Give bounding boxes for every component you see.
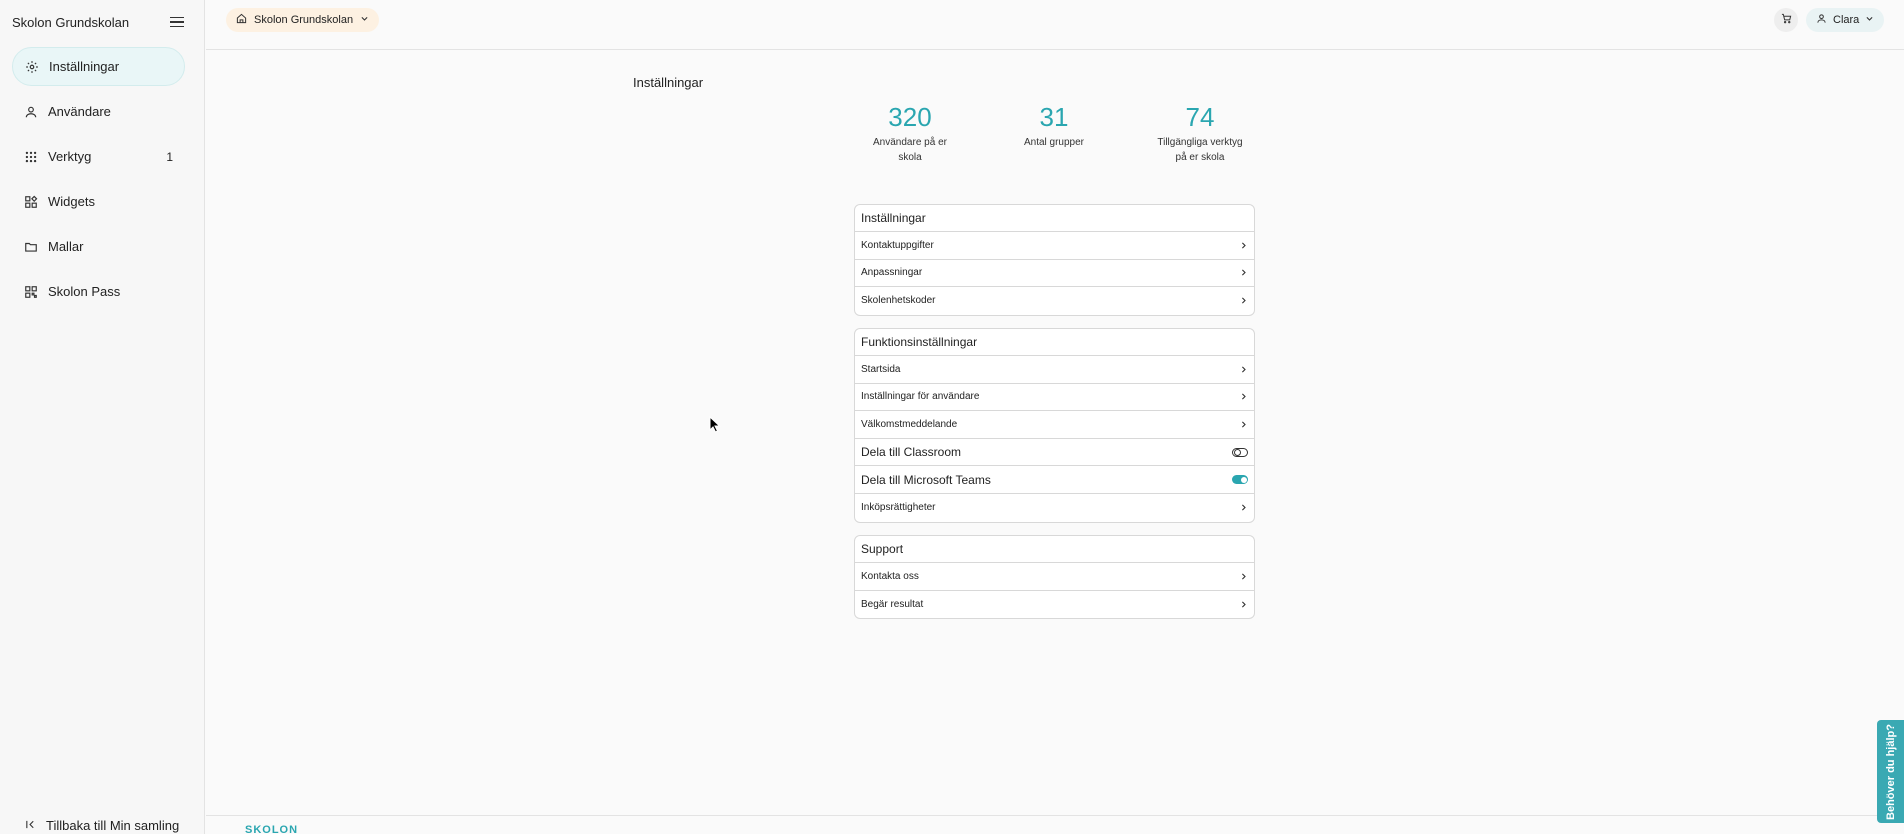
chevron-right-icon <box>1238 599 1248 609</box>
settings-row-share-teams <box>855 466 1254 494</box>
panel-title: Funktionsinställningar <box>855 329 1254 356</box>
skolon-logo: SKOLON <box>245 824 299 834</box>
person-icon <box>1816 13 1827 27</box>
stat-label: på er skola <box>1175 152 1225 163</box>
help-tab-label: Behöver du hjälp? <box>1884 723 1897 820</box>
sidebar-item-label: Inställningar <box>49 59 120 74</box>
row-label: Dela till Microsoft Teams <box>861 472 991 487</box>
sidebar-item-label: Widgets <box>48 194 95 209</box>
home-icon <box>236 13 247 27</box>
sidebar-item-widgets[interactable] <box>12 182 185 221</box>
sidebar-item-label: Skolon Pass <box>48 284 121 299</box>
row-label: Begär resultat <box>861 598 924 610</box>
row-label: Inköpsrättigheter <box>861 502 936 514</box>
chevron-right-icon <box>1238 364 1248 374</box>
sidebar-item-installningar[interactable] <box>12 47 185 86</box>
stat-value: 31 <box>1039 102 1069 132</box>
panel-title: Support <box>855 536 1254 563</box>
widgets-icon <box>24 195 38 209</box>
page-title: Inställningar <box>633 75 704 90</box>
row-label: Skolenhetskoder <box>861 295 936 307</box>
sidebar-item-skolon-pass[interactable] <box>12 272 185 311</box>
sidebar-item-verktyg[interactable] <box>12 137 185 176</box>
function-settings-panel <box>854 328 1255 523</box>
stat-label: Användare på er <box>873 137 947 148</box>
folder-icon <box>24 240 38 254</box>
top-bar <box>206 0 1904 50</box>
sidebar-item-mallar[interactable] <box>12 227 185 266</box>
chevron-right-icon <box>1238 571 1248 581</box>
row-label: Startsida <box>861 363 901 375</box>
share-classroom-toggle[interactable] <box>1232 448 1248 457</box>
chevron-right-icon <box>1238 392 1248 402</box>
menu-toggle-icon[interactable] <box>170 17 184 28</box>
qr-icon <box>24 285 38 299</box>
row-label: Anpassningar <box>861 267 923 279</box>
sidebar-title: Skolon Grundskolan <box>12 14 130 30</box>
settings-row-start-page[interactable] <box>855 356 1254 384</box>
sidebar-item-count: 1 <box>166 149 173 164</box>
settings-panel <box>854 204 1255 316</box>
stats-row <box>855 100 1295 170</box>
stat-label: Antal grupper <box>1023 137 1085 148</box>
cart-button[interactable] <box>1774 8 1798 32</box>
person-icon <box>24 105 38 119</box>
panel-title: Inställningar <box>855 205 1254 232</box>
row-label: Inställningar för användare <box>861 391 980 403</box>
chevron-right-icon <box>1238 268 1248 278</box>
stat-value: 320 <box>888 102 932 132</box>
settings-row-school-unit-codes[interactable] <box>855 287 1254 315</box>
settings-row-purchase-rights[interactable] <box>855 494 1254 522</box>
row-label: Välkomstmeddelande <box>861 418 958 430</box>
chevron-right-icon <box>1238 296 1248 306</box>
chevron-right-icon <box>1238 240 1248 250</box>
sidebar-nav <box>12 47 185 317</box>
stat-users <box>855 100 965 164</box>
settings-row-user-settings[interactable] <box>855 384 1254 412</box>
footer-divider <box>206 815 1904 816</box>
row-label: Dela till Classroom <box>861 445 962 460</box>
back-to-collection-link[interactable] <box>25 818 179 833</box>
support-panel <box>854 535 1255 619</box>
settings-row-request-results[interactable] <box>855 591 1254 619</box>
gear-icon <box>25 60 39 74</box>
settings-row-welcome-message[interactable] <box>855 411 1254 439</box>
chevron-down-icon <box>1865 14 1874 26</box>
school-selector-label: Skolon Grundskolan <box>254 14 354 26</box>
row-label: Kontaktuppgifter <box>861 239 934 251</box>
settings-row-contact-us[interactable] <box>855 563 1254 591</box>
help-tab-button[interactable] <box>1877 720 1904 823</box>
stat-groups <box>999 100 1109 149</box>
stat-value: 74 <box>1185 102 1215 132</box>
sidebar-header <box>12 11 184 33</box>
settings-row-customizations[interactable] <box>855 260 1254 288</box>
sidebar-item-label: Användare <box>48 104 111 119</box>
stat-label: skola <box>898 152 922 163</box>
back-link-label: Tillbaka till Min samling <box>46 818 180 833</box>
school-selector[interactable] <box>226 8 379 32</box>
settings-row-contact-details[interactable] <box>855 232 1254 260</box>
stat-label: Tillgängliga verktyg <box>1157 137 1243 148</box>
sidebar-item-label: Mallar <box>48 239 84 254</box>
stat-tools <box>1145 100 1255 164</box>
sidebar-item-label: Verktyg <box>48 149 92 164</box>
chevron-right-icon <box>1238 503 1248 513</box>
collapse-left-icon <box>25 818 36 833</box>
cart-icon <box>1781 11 1792 29</box>
user-menu-label: Clara <box>1833 14 1860 26</box>
sidebar-item-anvandare[interactable] <box>12 92 185 131</box>
mouse-cursor-icon <box>709 416 721 438</box>
grid-icon <box>24 150 38 164</box>
chevron-right-icon <box>1238 419 1248 429</box>
chevron-down-icon <box>360 14 369 26</box>
settings-row-share-classroom <box>855 439 1254 467</box>
user-menu[interactable] <box>1806 8 1884 32</box>
row-label: Kontakta oss <box>861 570 919 582</box>
sidebar <box>0 0 205 834</box>
share-teams-toggle[interactable] <box>1232 475 1248 484</box>
